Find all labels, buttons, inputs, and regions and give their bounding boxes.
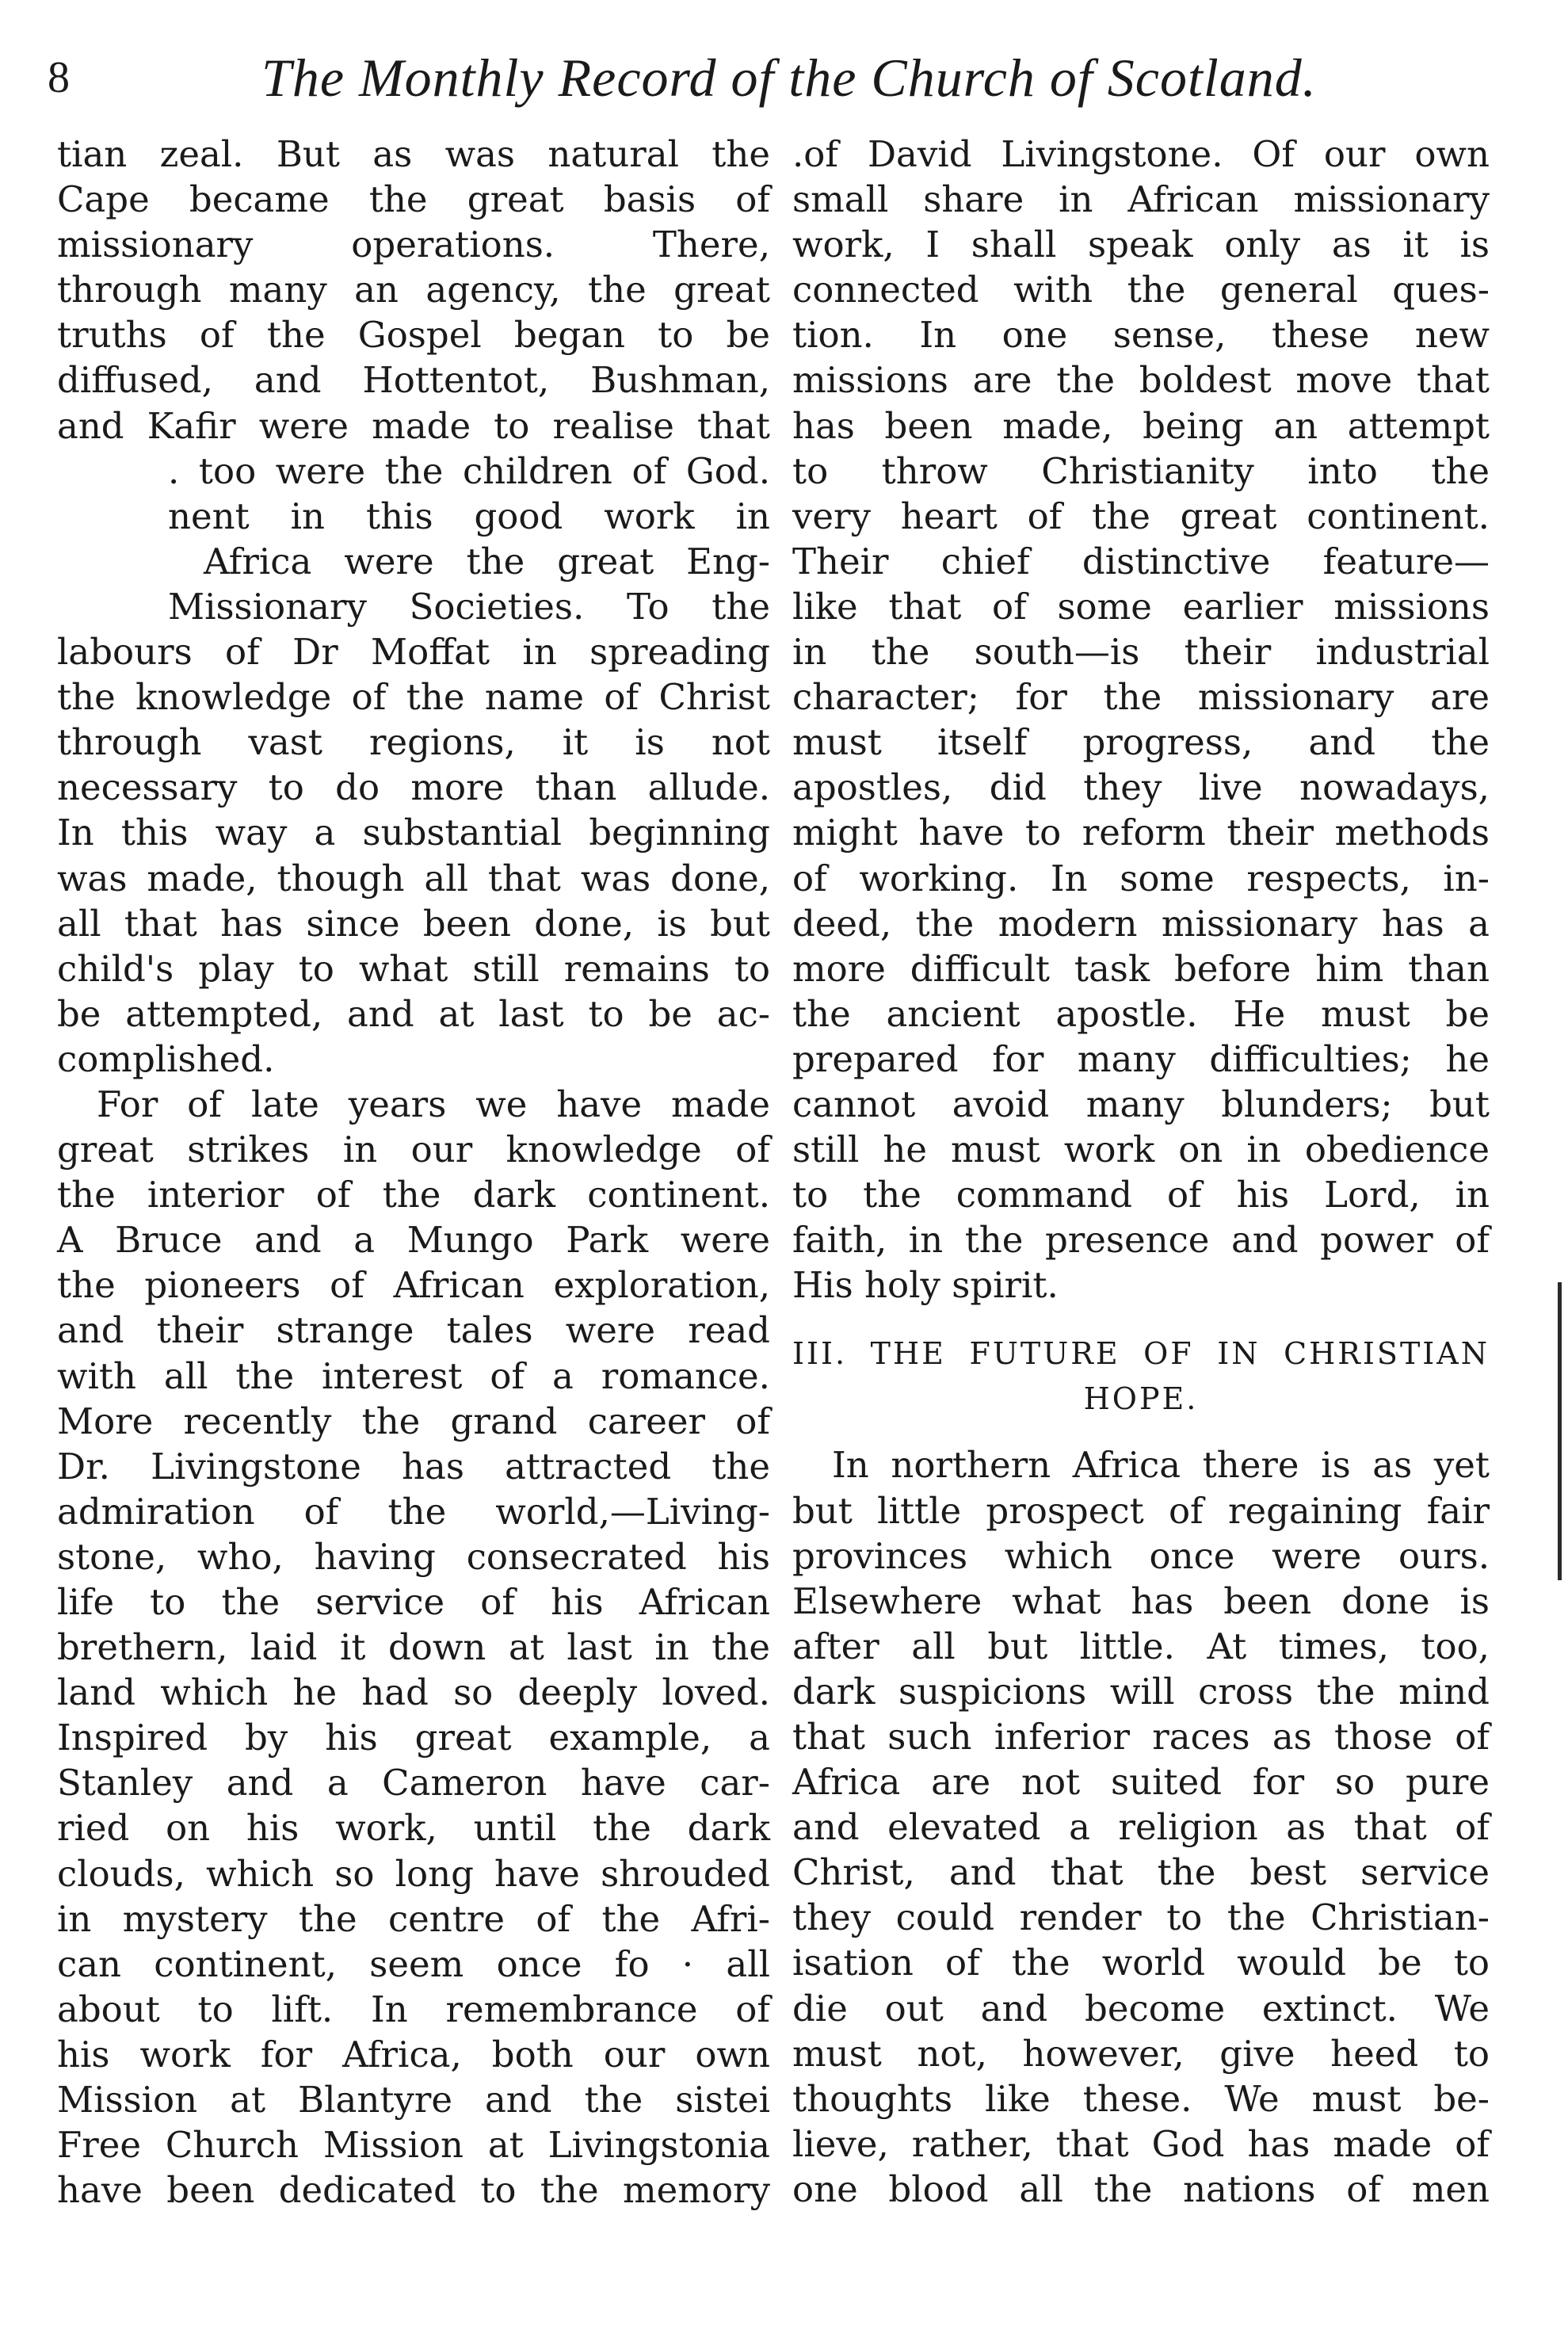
text-line: . too were the children of God. [168,449,770,492]
text-line: small share in African missionary [792,178,1490,221]
text-line: Cape became the great basis of [57,178,770,221]
text-line: the pioneers of African exploration, [57,1264,770,1307]
text-line: life to the service of his African [57,1581,770,1623]
text-line: be attempted, and at last to be ac- [57,992,770,1035]
text-line: Dr. Livingstone has attracted the [57,1445,770,1487]
text-line: very heart of the great continent. [792,495,1490,537]
text-line: like that of some earlier missions [792,585,1490,628]
text-line: dark suspicions will cross the mind [792,1670,1490,1713]
text-line: missionary operations. There, [57,223,770,266]
text-line: missions are the boldest move that [792,359,1490,402]
section-heading-continued: HOPE. [1083,1381,1199,1417]
text-line: .of David Livingstone. Of our own [792,133,1490,175]
text-line: Elsewhere what has been done is [792,1579,1490,1622]
text-line: still he must work on in obedience [792,1128,1490,1171]
text-line: must not, however, give heed to [792,2032,1490,2075]
text-line: has been made, being an attempt [792,404,1490,447]
text-line: thoughts like these. We must be- [792,2077,1490,2120]
text-line: to throw Christianity into the [792,449,1490,492]
text-line: through vast regions, it is not [57,721,770,764]
text-line: necessary to do more than allude. [57,766,770,809]
text-line: to the command of his Lord, in [792,1174,1490,1216]
text-line: one blood all the nations of men [792,2167,1490,2210]
page-number: 8 [48,53,70,102]
text-line: His holy spirit. [792,1264,1059,1307]
text-line: nent in this good work in [168,495,770,537]
text-line: in mystery the centre of the Afri- [57,1897,770,1940]
text-line: child's play to what still remains to [57,947,770,990]
text-line: provinces which once were ours. [792,1534,1490,1577]
text-line: Africa are not suited for so pure [792,1761,1490,1804]
running-title: The Monthly Record of the Church of Scotland. [261,48,1317,108]
text-line: stone, who, having consecrated his [57,1535,770,1578]
text-line: tion. In one sense, these new [792,314,1490,357]
text-line: and Kafir were made to realise that [57,404,770,447]
text-line: Stanley and a Cameron have car- [57,1762,770,1804]
text-line: apostles, did they live nowadays, [792,766,1490,809]
text-line: Their chief distinctive feature— [792,540,1490,582]
text-line: about to lift. In remembrance of [57,1988,770,2030]
text-line: and elevated a religion as that of [792,1806,1490,1849]
page-header [48,46,1331,125]
text-line: his work for Africa, both our own [57,2033,770,2076]
text-line: prepared for many difficulties; he [792,1037,1490,1080]
text-line: but little prospect of regaining fair [792,1489,1490,1532]
left-column [57,132,770,2213]
text-line: truths of the Gospel began to be [57,314,770,357]
text-line: brethern, laid it down at last in the [57,1626,770,1669]
text-line: More recently the grand career of [57,1400,770,1442]
text-line: Inspired by his great example, a [57,1717,770,1759]
text-line: clouds, which so long have shrouded [57,1852,770,1895]
text-line: the ancient apostle. He must be [792,992,1490,1035]
text-line: with all the interest of a romance. [57,1354,770,1397]
text-line: after all but little. At times, too, [792,1625,1490,1667]
text-line: through many an agency, the great [57,269,770,311]
text-line: Mission at Blantyre and the sistei [57,2079,770,2121]
text-line: character; for the missionary are [792,676,1490,719]
text-line: more difficult task before him than [792,947,1490,990]
text-line: land which he had so deeply loved. [57,1671,770,1714]
text-line: work, I shall speak only as it is [792,223,1490,266]
text-line: Missionary Societies. To the [168,585,770,628]
text-line: the knowledge of the name of Christ [57,676,770,719]
text-line: of working. In some respects, in- [792,857,1490,899]
text-line: deed, the modern missionary has a [792,902,1490,945]
text-line: might have to reform their methods [792,812,1490,854]
text-line: labours of Dr Moffat in spreading [57,631,770,674]
text-line: great strikes in our knowledge of [57,1128,770,1171]
text-line: was made, though all that was done, [57,857,770,899]
margin-rule [1558,1282,1562,1580]
section-heading: III. THE FUTURE OF IN CHRISTIAN [792,1336,1490,1372]
text-line: complished. [57,1037,275,1080]
text-line: have been dedicated to the memory [57,2169,770,2212]
right-column [792,132,1490,2212]
text-line: lieve, rather, that God has made of [792,2122,1490,2165]
text-line: isation of the world would be to [792,1942,1490,1984]
text-line: Christ, and that the best service [792,1851,1490,1894]
text-line: In this way a substantial beginning [57,812,770,854]
text-line: die out and become extinct. We [792,1987,1490,2030]
text-line: must itself progress, and the [792,721,1490,764]
text-line: they could render to the Christian- [792,1896,1490,1939]
text-line: diffused, and Hottentot, Bushman, [57,359,770,402]
text-line: A Bruce and a Mungo Park were [57,1219,770,1262]
text-line: Africa were the great Eng- [204,540,770,582]
text-line: cannot avoid many blunders; but [792,1083,1490,1125]
text-line: Free Church Mission at Livingstonia [57,2124,770,2167]
text-line: the interior of the dark continent. [57,1174,770,1216]
text-line: and their strange tales were read [57,1309,770,1352]
text-line: admiration of the world,—Living- [57,1490,770,1533]
text-line: faith, in the presence and power of [792,1219,1490,1262]
text-line: For of late years we have made [97,1083,770,1125]
text-line: ried on his work, until the dark [57,1807,770,1850]
text-line: all that has since been done, is but [57,902,770,945]
text-line: In northern Africa there is as yet [832,1444,1490,1487]
text-line: tian zeal. But as was natural the [57,133,770,175]
text-line: can continent, seem once fo · all [57,1942,770,1985]
text-line: that such inferior races as those of [792,1716,1490,1758]
text-line: in the south—is their industrial [792,631,1490,674]
text-line: connected with the general ques- [792,269,1490,311]
